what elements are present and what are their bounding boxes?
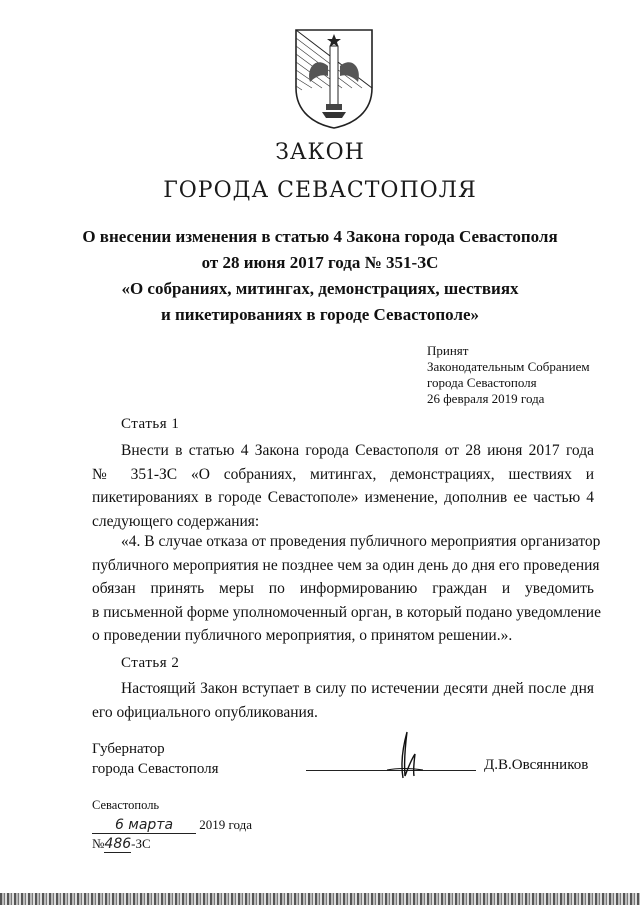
text-line: «4. В случае отказа от проведения публичного мероприятия организатор: [121, 533, 601, 550]
adoption-line: Законодательным Собранием: [427, 359, 590, 374]
position-line: Губернатор: [92, 741, 165, 757]
handwritten-number: 486: [104, 836, 132, 852]
text-line: его официального опубликования.: [92, 703, 318, 721]
number-suffix: -ЗС: [131, 836, 151, 851]
article-1-paragraph-2: [92, 530, 601, 648]
adoption-date: 26 февраля 2019 года: [427, 391, 545, 406]
adoption-block: [427, 343, 590, 407]
coat-of-arms-icon: [292, 26, 376, 130]
subtitle-line: О внесении изменения в статью 4 Закона города Севастополя: [82, 227, 558, 246]
place-of-signing: Севастополь: [92, 798, 160, 812]
handwritten-signature-icon: [385, 730, 425, 780]
subtitle-line: от 28 июня 2017 года № 351-ЗС: [201, 253, 439, 272]
text-line: в письменной форме уполномоченный орган, в который подано уведомление: [92, 603, 601, 621]
scan-edge-artifact: [0, 893, 640, 905]
text-line: Внести в статью 4 Закона города Севастополя от 28 июня 2017 года: [121, 442, 594, 459]
text-line: пикетированиях в городе Севастополе» изменение, дополнив ее частью 4: [92, 489, 594, 506]
law-subtitle: [0, 224, 640, 328]
text-line: следующего содержания:: [92, 512, 260, 530]
date-year: 2019 года: [199, 817, 253, 832]
text-line: о проведении публичного мероприятия, о принятом решении.».: [92, 627, 513, 644]
law-number: [92, 836, 151, 853]
adoption-line: Принят: [427, 343, 469, 358]
signatory-position: [92, 739, 219, 779]
text-line: обязан принять меры по информированию граждан и уведомить: [92, 580, 594, 597]
article-1-heading: Статья 1: [121, 416, 180, 432]
article-2-paragraph: [92, 677, 594, 724]
article-2-heading: Статья 2: [121, 655, 180, 671]
subtitle-line: и пикетированиях в городе Севастополе»: [160, 305, 480, 324]
position-line: города Севастополя: [92, 761, 219, 777]
text-line: № 351-ЗС «О собраниях, митингах, демонстрациях, шествиях и: [92, 465, 594, 483]
text-line: публичного мероприятия не позднее чем за один день до дня его проведения: [92, 556, 600, 574]
text-line: Настоящий Закон вступает в силу по истечении десяти дней после дня: [121, 680, 594, 697]
number-prefix: №: [92, 836, 105, 851]
subtitle-line: «О собраниях, митингах, демонстрациях, шествиях: [121, 279, 519, 298]
article-1-paragraph-1: [92, 439, 594, 533]
signatory-name: Д.В.Овсянников: [484, 757, 589, 773]
signing-date: [92, 817, 252, 834]
law-title: ЗАКОН: [275, 140, 365, 165]
adoption-line: города Севастополя: [427, 375, 537, 390]
city-title: ГОРОДА СЕВАСТОПОЛЯ: [163, 178, 477, 203]
handwritten-date: 6 марта: [92, 817, 196, 834]
